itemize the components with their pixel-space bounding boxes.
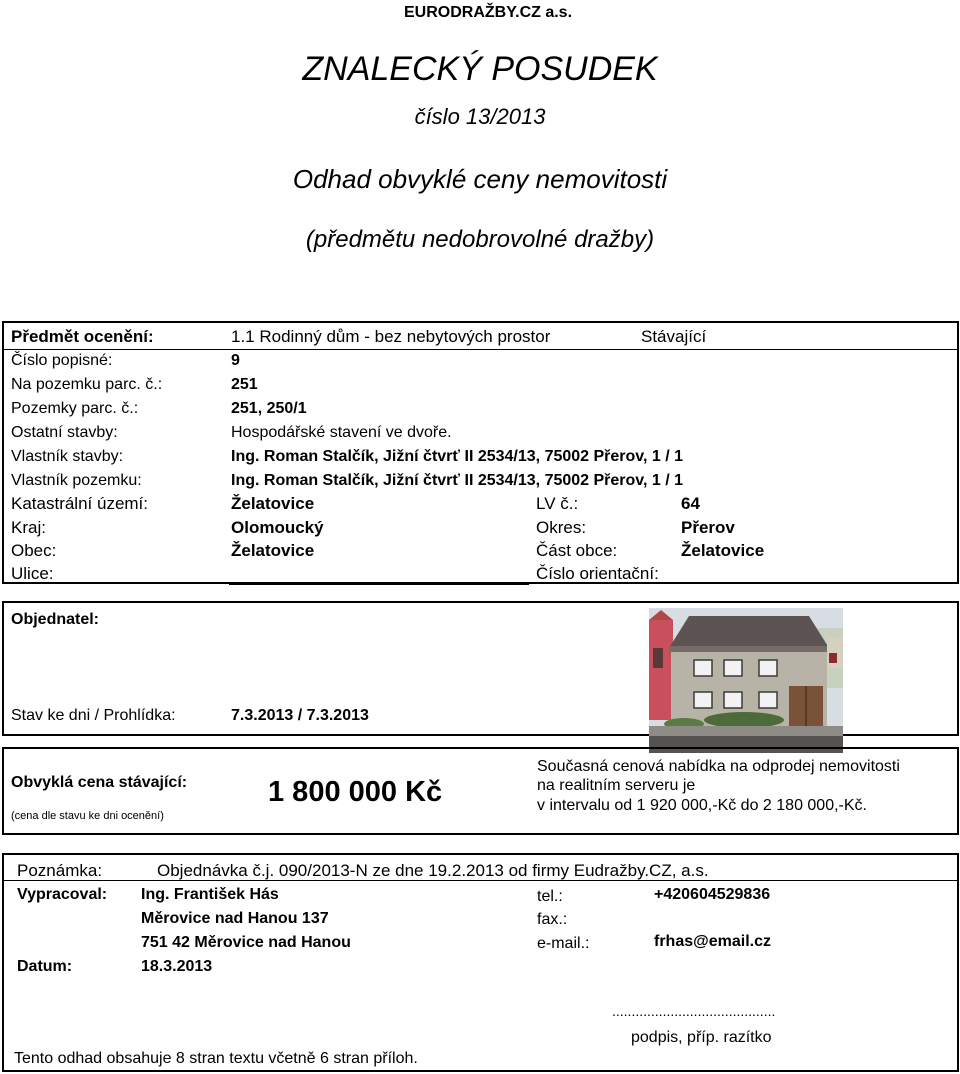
row-label: Vlastník stavby:: [11, 448, 124, 465]
document-number: číslo 13/2013: [414, 104, 546, 129]
subject-label: Předmět ocenění:: [11, 327, 154, 346]
author-label: Vypracoval:: [17, 886, 108, 903]
kraj-label: Kraj:: [11, 518, 46, 537]
offer-line-2: na realitním serveru je: [537, 777, 696, 794]
row-label: Vlastník pozemku:: [11, 472, 142, 489]
house-photo: [649, 608, 843, 753]
tel-value: +420604529836: [654, 886, 771, 903]
cast-obce-label: Část obce:: [536, 541, 618, 560]
email-label: e-mail.:: [537, 935, 590, 952]
price-value: 1 800 000 Kč: [268, 776, 443, 808]
row-value: 9: [231, 352, 240, 369]
inspection-date-label: Stav ke dni / Prohlídka:: [11, 707, 176, 724]
client-label: Objednatel:: [11, 611, 100, 628]
kraj-value: Olomoucký: [231, 518, 324, 537]
katastr-value: Želatovice: [231, 494, 315, 513]
inspection-date-value: 7.3.2013 / 7.3.2013: [231, 707, 369, 724]
row-value: 251, 250/1: [231, 400, 307, 417]
tel-label: tel.:: [537, 888, 563, 905]
row-value: Ing. Roman Stalčík, Jižní čtvrť II 2534/13, 75002 Přerov, 1 / 1: [231, 448, 684, 465]
author-address-2: 751 42 Měrovice nad Hanou: [141, 934, 351, 951]
row-label: Číslo popisné:: [11, 352, 113, 369]
offer-line-1: Současná cenová nabídka na odprodej nemovitosti: [537, 758, 900, 775]
price-sublabel: (cena dle stavu ke dni ocenění): [11, 810, 164, 822]
ulice-underline: [229, 583, 529, 585]
signature-label: podpis, příp. razítko: [631, 1029, 772, 1046]
subject-value: 1.1 Rodinný dům - bez nebytových prostor: [231, 327, 551, 346]
author-address-1: Měrovice nad Hanou 137: [141, 910, 329, 927]
pages-note: Tento odhad obsahuje 8 stran textu včetně 6 stran příloh.: [14, 1050, 418, 1067]
document-title: ZNALECKÝ POSUDEK: [302, 50, 658, 88]
row-value: Hospodářské stavení ve dvoře.: [231, 424, 452, 441]
subject-status: Stávající: [641, 327, 707, 346]
note-label: Poznámka:: [17, 861, 103, 880]
row-label: Na pozemku parc. č.:: [11, 376, 163, 393]
okres-value: Přerov: [681, 518, 735, 537]
signature-dots: ..........................................: [612, 1003, 776, 1019]
row-label: Ostatní stavby:: [11, 424, 118, 441]
date-value: 18.3.2013: [141, 958, 213, 975]
author-name: Ing. František Hás: [141, 886, 279, 903]
obec-label: Obec:: [11, 541, 57, 560]
row-value: Ing. Roman Stalčík, Jižní čtvrť II 2534/13, 75002 Přerov, 1 / 1: [231, 472, 684, 489]
lv-label: LV č.:: [536, 494, 579, 513]
document-subtitle: Odhad obvyklé ceny nemovitosti: [292, 164, 668, 194]
price-label: Obvyklá cena stávající:: [11, 774, 188, 791]
ulice-label: Ulice:: [11, 564, 54, 583]
okres-label: Okres:: [536, 518, 587, 537]
row-label: Pozemky parc. č.:: [11, 400, 139, 417]
company-header: EURODRAŽBY.CZ a.s.: [404, 4, 573, 21]
note-underline: [4, 879, 957, 881]
document-note: (předmětu nedobrovolné dražby): [305, 226, 655, 253]
lv-value: 64: [681, 494, 700, 513]
cast-obce-value: Želatovice: [681, 541, 765, 560]
email-value: frhas@email.cz: [654, 933, 771, 950]
date-label: Datum:: [17, 958, 73, 975]
row-value: 251: [231, 376, 258, 393]
subject-underline: [4, 348, 957, 350]
offer-line-3: v intervalu od 1 920 000,-Kč do 2 180 000,-Kč.: [537, 797, 867, 814]
note-value: Objednávka č.j. 090/2013-N ze dne 19.2.2013 od firmy Eudražby.CZ, a.s.: [157, 861, 709, 880]
katastr-label: Katastrální území:: [11, 494, 149, 513]
fax-label: fax.:: [537, 911, 568, 928]
cislo-orientacni-label: Číslo orientační:: [536, 564, 659, 583]
obec-value: Želatovice: [231, 541, 315, 560]
